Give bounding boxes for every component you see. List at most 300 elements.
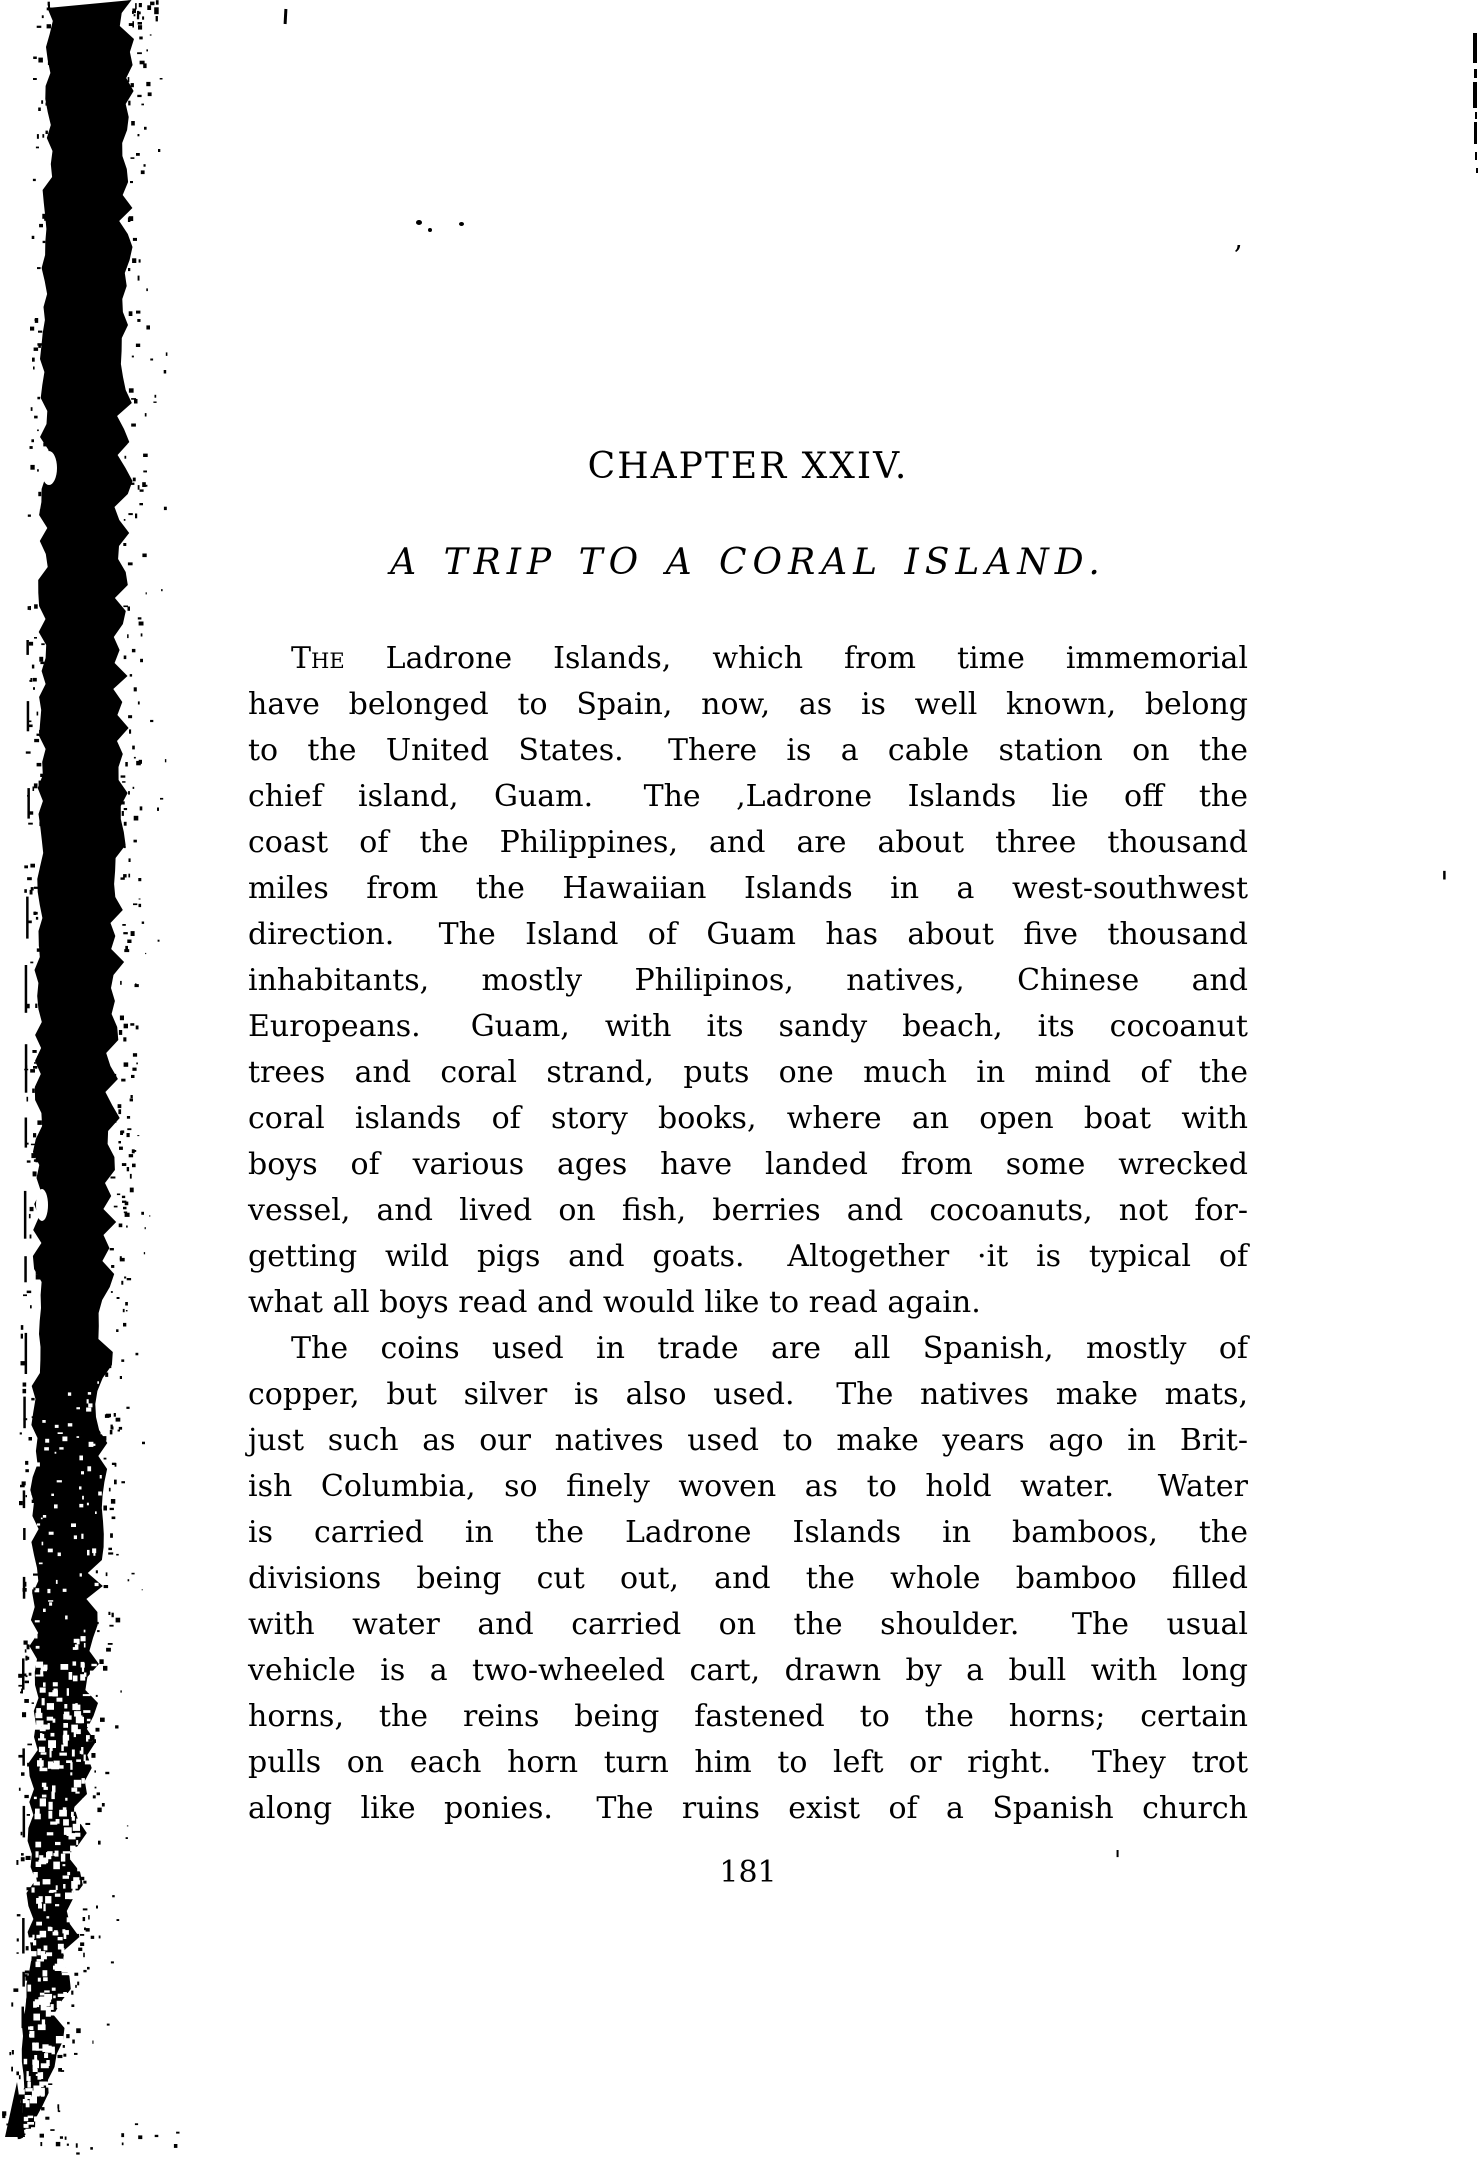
- scan-gutter-shape: [36, 1462, 40, 1466]
- scan-gutter-shape: [42, 214, 46, 219]
- scan-gutter-shape: [64, 1704, 67, 1709]
- scan-gutter-shape: [176, 2132, 179, 2134]
- scan-gutter-shape: [79, 1877, 84, 1880]
- scan-gutter-shape: [71, 1788, 77, 1792]
- scan-gutter-shape: [95, 1511, 97, 1514]
- scan-gutter-shape: [166, 352, 168, 356]
- scan-gutter-shape: [134, 816, 139, 821]
- scan-gutter-shape: [28, 2027, 30, 2030]
- scan-gutter-shape: [99, 1659, 103, 1664]
- scan-gutter-shape: [130, 181, 133, 183]
- scan-gutter-shape: [33, 2001, 37, 2007]
- scan-gutter-shape: [59, 1810, 67, 1817]
- scan-gutter-shape: [36, 917, 38, 920]
- scan-gutter-shape: [100, 1475, 102, 1479]
- scan-gutter-shape: [28, 2079, 31, 2082]
- scan-gutter-shape: [37, 948, 42, 951]
- scan-gutter-shape: [87, 1967, 90, 1970]
- scan-gutter-shape: [121, 1079, 125, 1082]
- scan-gutter-shape: [40, 774, 43, 777]
- scan-gutter-shape: [128, 1579, 130, 1581]
- scan-gutter-shape: [157, 808, 159, 811]
- scan-gutter-shape: [124, 808, 127, 810]
- scan-gutter-shape: [34, 887, 38, 889]
- scan-gutter-shape: [23, 2046, 28, 2050]
- scan-gutter-shape: [83, 1798, 89, 1800]
- scan-gutter-shape: [17, 1952, 19, 1954]
- scan-gutter-shape: [80, 1751, 83, 1754]
- scan-gutter-shape: [45, 1996, 50, 1998]
- scan-gutter-shape: [76, 1407, 80, 1409]
- scan-gutter-shape: [123, 543, 126, 546]
- scan-gutter-shape: [105, 1414, 110, 1418]
- scan-gutter-shape: [40, 1858, 48, 1863]
- scan-gutter-shape: [89, 1442, 94, 1447]
- scan-gutter-shape: [129, 858, 131, 862]
- scan-gutter-shape: [23, 1389, 27, 1393]
- scan-gutter-shape: [51, 1494, 54, 1496]
- scan-gutter-shape: [46, 1916, 49, 1918]
- scan-gutter-shape: [142, 482, 146, 487]
- scan-gutter-shape: [34, 604, 38, 608]
- scan-gutter-shape: [40, 1670, 43, 1677]
- text-line: have belonged to Spain, now, as is well known, belong: [248, 687, 1248, 722]
- scan-gutter-shape: [125, 1302, 128, 1306]
- scan-gutter-shape: [75, 1792, 79, 1794]
- scan-gutter-shape: [120, 981, 122, 985]
- scan-gutter-shape: [111, 1265, 114, 1268]
- scan-gutter-shape: [49, 1602, 52, 1605]
- scan-gutter-shape: [160, 798, 163, 800]
- scan-gutter-shape: [133, 903, 137, 905]
- scan-gutter-shape: [74, 1535, 77, 1539]
- scan-gutter-shape: [160, 78, 163, 80]
- scan-gutter-shape: [156, 16, 158, 21]
- scan-gutter-shape: [33, 179, 36, 181]
- scan-gutter-shape: [174, 2144, 178, 2148]
- scan-gutter-shape: [116, 1418, 121, 1422]
- scan-gutter-shape: [47, 1589, 50, 1593]
- scan-gutter-shape: [150, 2, 154, 6]
- scan-gutter-shape: [44, 2053, 48, 2058]
- scan-gutter-shape: [41, 451, 57, 485]
- scan-gutter-shape: [25, 1461, 28, 1465]
- scan-gutter-shape: [95, 1787, 97, 1789]
- scan-gutter-shape: [121, 1481, 125, 1483]
- scan-gutter-shape: [96, 1728, 100, 1732]
- scan-gutter-shape: [33, 2014, 40, 2021]
- scan-gutter-shape: [87, 1724, 93, 1727]
- scan-gutter-shape: [79, 1504, 83, 1508]
- scan-gutter-shape: [63, 1951, 67, 1954]
- scan-gutter-shape: [76, 1705, 81, 1711]
- scan-gutter-shape: [42, 134, 44, 138]
- text-line: direction. The Island of Guam has about five thousand: [248, 917, 1248, 952]
- scan-gutter-shape: [107, 2024, 110, 2026]
- scan-gutter-shape: [18, 2139, 23, 2142]
- scan-gutter-shape: [164, 370, 167, 374]
- scan-gutter-shape: [128, 791, 130, 795]
- scan-gutter-shape: [20, 2089, 25, 2094]
- scan-gutter-shape: [80, 1573, 82, 1576]
- scan-gutter-shape: [110, 1508, 114, 1510]
- scan-gutter-shape: [146, 592, 147, 594]
- scan-gutter-shape: [82, 1778, 85, 1784]
- scan-gutter-shape: [29, 642, 33, 646]
- scan-gutter-shape: [47, 24, 51, 28]
- scan-gutter-shape: [121, 2133, 124, 2137]
- scan-gutter-shape: [32, 2043, 35, 2046]
- scan-gutter-shape: [22, 1972, 25, 1987]
- scan-gutter-shape: [127, 1128, 131, 1130]
- scan-gutter-shape: [16, 2072, 19, 2076]
- scan-gutter-shape: [136, 1063, 138, 1065]
- scan-gutter-shape: [20, 1432, 22, 1434]
- scan-gutter-shape: [140, 806, 143, 810]
- scan-gutter-shape: [38, 2072, 42, 2079]
- scan-gutter-shape: [145, 413, 147, 416]
- scan-gutter-shape: [109, 1625, 113, 1627]
- scan-gutter-shape: [33, 1066, 37, 1069]
- scan-gutter-shape: [61, 1854, 65, 1862]
- scan-gutter-shape: [138, 2135, 142, 2139]
- scan-gutter-shape: [79, 1456, 83, 1461]
- scan-gutter-shape: [38, 331, 42, 333]
- scan-gutter-shape: [20, 1692, 23, 1694]
- scan-gutter-shape: [84, 1643, 86, 1648]
- scan-gutter-shape: [141, 170, 145, 174]
- scan-gutter-shape: [67, 2022, 70, 2024]
- scan-gutter-shape: [105, 1373, 108, 1377]
- scan-gutter-shape: [33, 787, 35, 792]
- scan-gutter-shape: [91, 1753, 95, 1758]
- scan-gutter-shape: [33, 1574, 38, 1576]
- scan-gutter-shape: [39, 822, 42, 827]
- scan-gutter-shape: [35, 1540, 38, 1545]
- scan-gutter-shape: [120, 1376, 122, 1379]
- scan-gutter-shape: [122, 1201, 126, 1203]
- scan-gutter-shape: [130, 1099, 133, 1102]
- scan-gutter-shape: [111, 1499, 115, 1504]
- scan-gutter-shape: [16, 1860, 18, 1865]
- scan-gutter-shape: [37, 1949, 41, 1956]
- scan-gutter-shape: [43, 1904, 45, 1911]
- scan-gutter-shape: [48, 1927, 53, 1931]
- scan-gutter-shape: [126, 1407, 129, 1409]
- scan-gutter-shape: [35, 1814, 41, 1820]
- scan-gutter-shape: [22, 1748, 25, 1765]
- scan-gutter-shape: [34, 2117, 36, 2122]
- scan-gutter-shape: [26, 897, 29, 939]
- scan-gutter-shape: [104, 1458, 107, 1460]
- scan-gutter-shape: [88, 1689, 95, 1693]
- scan-gutter-shape: [33, 2086, 41, 2092]
- scan-gutter-shape: [136, 1353, 139, 1356]
- scan-gutter-shape: [28, 1985, 32, 1992]
- scan-gutter-shape: [43, 1665, 47, 1670]
- scan-gutter-shape: [27, 701, 30, 731]
- scan-gutter-shape: [58, 1937, 63, 1940]
- scan-gutter-shape: [42, 2044, 48, 2052]
- scan-gutter-shape: [130, 483, 134, 485]
- scan-gutter-shape: [36, 1271, 39, 1274]
- scan-gutter-shape: [158, 149, 160, 152]
- scan-gutter-shape: [48, 2, 50, 6]
- scan-gutter-shape: [128, 268, 130, 271]
- scan-gutter-shape: [62, 1973, 70, 1975]
- scan-gutter-shape: [122, 781, 125, 783]
- scan-gutter-shape: [26, 1946, 29, 1950]
- text-line: is carried in the Ladrone Islands in bamboos, the: [248, 1515, 1248, 1550]
- scan-gutter-shape: [137, 1135, 139, 1136]
- scan-gutter-shape: [138, 134, 140, 136]
- scan-gutter-shape: [42, 1795, 47, 1798]
- scan-gutter-shape: [41, 2107, 44, 2110]
- scan-gutter-shape: [52, 1988, 56, 1991]
- scan-gutter-shape: [71, 1881, 78, 1889]
- scan-gutter-shape: [53, 1966, 59, 1970]
- scan-gutter-shape: [123, 932, 128, 934]
- scan-gutter-shape: [63, 1723, 68, 1728]
- scan-gutter-shape: [120, 1690, 121, 1692]
- scan-gutter-shape: [139, 904, 142, 907]
- scan-gutter-shape: [131, 424, 136, 427]
- scan-gutter-shape: [132, 649, 136, 652]
- scan-gutter-shape: [97, 1808, 101, 1813]
- scan-gutter-shape: [131, 157, 135, 159]
- scan-gutter-shape: [39, 657, 43, 662]
- scan-gutter-shape: [111, 1177, 116, 1179]
- scan-gutter-shape: [34, 348, 39, 351]
- scan-gutter-shape: [132, 1164, 136, 1168]
- scan-gutter-shape: [38, 344, 41, 348]
- scan-gutter-shape: [133, 787, 135, 789]
- scan-gutter-shape: [137, 14, 139, 20]
- scan-gutter-shape: [102, 1803, 105, 1807]
- scan-gutter-shape: [51, 1792, 54, 1800]
- scan-gutter-shape: [137, 52, 142, 54]
- scan-gutter-shape: [61, 1745, 64, 1752]
- scan-gutter-shape: [32, 2060, 37, 2065]
- scan-gutter-shape: [77, 1866, 83, 1872]
- scan-gutter-shape: [83, 1694, 91, 1696]
- scan-gutter-shape: [96, 1622, 99, 1624]
- scan-gutter-shape: [40, 1763, 43, 1768]
- scan-gutter-shape: [35, 2043, 38, 2049]
- scan-gutter-shape: [116, 1618, 121, 1623]
- scan-gutter-shape: [129, 311, 133, 316]
- page-edge-line-segment: [1475, 112, 1477, 119]
- scan-gutter-shape: [80, 1829, 82, 1832]
- scan-gutter-shape: [131, 121, 135, 126]
- scan-gutter-shape: [31, 2127, 36, 2134]
- scan-gutter-shape: [138, 701, 140, 704]
- scan-gutter-shape: [134, 840, 137, 843]
- page-edge-line-segment: [1474, 122, 1477, 144]
- scan-gutter-shape: [108, 1612, 110, 1615]
- text-line: The Ladrone Islands, which from time immemorial: [291, 641, 1248, 676]
- scan-gutter-shape: [64, 1931, 67, 1939]
- scan-gutter-shape: [39, 1758, 42, 1764]
- scan-gutter-shape: [47, 1717, 53, 1721]
- scan-gutter-shape: [156, 0, 159, 5]
- scan-gutter-shape: [40, 1768, 48, 1772]
- scan-gutter-shape: [129, 388, 134, 392]
- scan-gutter-shape: [30, 962, 33, 964]
- scan-gutter-shape: [132, 356, 134, 358]
- scan-gutter-shape: [34, 1062, 36, 1064]
- scan-gutter-shape: [127, 1278, 131, 1280]
- scan-gutter-shape: [132, 1573, 135, 1575]
- scan-gutter-shape: [44, 1990, 50, 1992]
- scan-gutter-shape: [139, 503, 143, 505]
- scan-gutter-shape: [84, 1630, 86, 1633]
- scan-gutter-shape: [86, 1408, 91, 1412]
- scan-gutter-shape: [86, 1928, 90, 1932]
- scan-speck-comma: ,: [1234, 222, 1243, 255]
- scan-gutter-shape: [43, 1515, 46, 1518]
- scan-gutter-shape: [27, 1097, 29, 1102]
- scan-gutter-shape: [110, 1430, 113, 1434]
- scan-speck-apostrophe: ': [1440, 864, 1449, 902]
- scan-gutter-shape: [43, 1882, 46, 1884]
- scan-gutter-shape: [124, 846, 126, 849]
- scan-gutter-shape: [21, 1853, 24, 1856]
- scan-gutter-shape: [83, 1663, 85, 1668]
- scan-gutter-shape: [123, 1323, 126, 1327]
- text-line: divisions being cut out, and the whole bamboo filled: [248, 1561, 1248, 1596]
- scan-gutter-shape: [24, 1641, 28, 1645]
- scan-gutter-shape: [72, 1816, 75, 1821]
- scan-gutter-shape: [46, 103, 51, 106]
- scan-gutter-shape: [143, 454, 148, 457]
- scan-gutter-shape: [77, 1639, 80, 1644]
- scan-gutter-shape: [125, 946, 128, 951]
- scan-gutter-shape: [124, 519, 126, 521]
- scan-gutter-shape: [73, 1824, 80, 1831]
- scan-gutter-shape: [58, 1553, 61, 1557]
- text-line: boys of various ages have landed from some wrecked: [248, 1147, 1248, 1182]
- scan-gutter-shape: [21, 1334, 23, 1339]
- scan-gutter-shape: [136, 761, 141, 765]
- scan-gutter-shape: [32, 1702, 34, 1704]
- scan-gutter-shape: [126, 1837, 128, 1839]
- scan-gutter-shape: [38, 1904, 42, 1909]
- scan-gutter-shape: [24, 2059, 28, 2065]
- scan-gutter-shape: [23, 1577, 26, 1599]
- scan-gutter-shape: [71, 1523, 76, 1527]
- scan-gutter-shape: [112, 1517, 116, 1520]
- scan-gutter-shape: [26, 640, 29, 655]
- scan-gutter-shape: [106, 1351, 109, 1353]
- scan-speck: [284, 9, 288, 24]
- scan-gutter-shape: [30, 327, 34, 331]
- text-line: copper, but silver is also used. The natives make mats,: [248, 1377, 1248, 1412]
- scan-gutter-shape: [29, 1214, 31, 1218]
- scan-gutter-shape: [32, 1887, 35, 1892]
- scan-gutter-shape: [116, 1554, 119, 1556]
- scan-gutter-shape: [128, 562, 133, 565]
- scan-gutter-shape: [65, 1798, 67, 1801]
- scan-gutter-shape: [22, 2007, 25, 2029]
- scan-gutter-shape: [49, 1532, 54, 1535]
- scan-gutter-shape: [51, 1763, 59, 1770]
- scan-gutter-shape: [29, 1937, 34, 1942]
- scan-gutter-shape: [23, 1397, 26, 1429]
- scan-gutter-shape: [135, 2123, 138, 2125]
- scan-gutter-shape: [96, 1695, 98, 1697]
- text-line: Europeans. Guam, with its sandy beach, its cocoanut: [248, 1009, 1248, 1044]
- scan-gutter-shape: [82, 1496, 84, 1500]
- scan-gutter-shape: [66, 1760, 72, 1763]
- scan-gutter-shape: [81, 1471, 84, 1474]
- scan-gutter-shape: [25, 1971, 30, 1974]
- scan-gutter-shape: [108, 1552, 113, 1554]
- scan-gutter-shape: [13, 1988, 18, 1992]
- scan-gutter-shape: [126, 1310, 128, 1311]
- scan-gutter-shape: [70, 1762, 72, 1770]
- scan-gutter-shape: [36, 1159, 40, 1163]
- scan-gutter-shape: [34, 1387, 38, 1391]
- scan-gutter-shape: [145, 953, 146, 954]
- scan-gutter-shape: [117, 1919, 120, 1921]
- scan-gutter-shape: [129, 1154, 133, 1157]
- scan-gutter-shape: [125, 1213, 130, 1217]
- scan-gutter-shape: [30, 1896, 34, 1899]
- scan-gutter-shape: [9, 2052, 11, 2055]
- scan-gutter-shape: [68, 1392, 71, 1395]
- scan-gutter-shape: [63, 1714, 69, 1719]
- scan-gutter-shape: [137, 95, 141, 97]
- scan-gutter-shape: [129, 729, 131, 733]
- scan-gutter-shape: [27, 788, 30, 819]
- scan-gutter-shape: [110, 1248, 114, 1250]
- scan-gutter-shape: [111, 1426, 114, 1429]
- scan-gutter-shape: [27, 2122, 34, 2125]
- scan-gutter-shape: [24, 1699, 29, 1703]
- scan-gutter-shape: [67, 1872, 70, 1875]
- scan-gutter-shape: [87, 1399, 89, 1403]
- scan-gutter-shape: [26, 1495, 28, 1497]
- scan-gutter-shape: [83, 1710, 90, 1713]
- scan-gutter-shape: [127, 1167, 129, 1171]
- scan-gutter-shape: [154, 7, 159, 14]
- scan-gutter-shape: [69, 1672, 73, 1680]
- text-line: ish Columbia, so finely woven as to hold water. Water: [248, 1469, 1248, 1504]
- scan-gutter-shape: [97, 1381, 99, 1384]
- scan-gutter-shape: [2, 2111, 6, 2115]
- scan-gutter-shape: [67, 2144, 69, 2146]
- page-edge-line-segment: [1473, 82, 1477, 108]
- scan-gutter-shape: [52, 1690, 58, 1696]
- scan-gutter-shape: [61, 2070, 64, 2072]
- page-edge-line-segment: [1473, 33, 1477, 63]
- scan-gutter-shape: [85, 1823, 90, 1825]
- scan-gutter-shape: [74, 1780, 81, 1788]
- scan-gutter-shape: [39, 897, 42, 901]
- scan-gutter-shape: [46, 131, 48, 134]
- scan-gutter-shape: [123, 1207, 127, 1210]
- scan-gutter-shape: [36, 1922, 42, 1926]
- scan-gutter-shape: [133, 478, 136, 482]
- scan-gutter-shape: [40, 1688, 46, 1693]
- scan-gutter-shape: [23, 1294, 27, 1296]
- scan-gutter-shape: [63, 1876, 69, 1879]
- scan-gutter-shape: [36, 1189, 48, 1221]
- scan-gutter-shape: [35, 1620, 40, 1622]
- scan-gutter-shape: [25, 2088, 32, 2092]
- scan-gutter-shape: [113, 1074, 116, 1078]
